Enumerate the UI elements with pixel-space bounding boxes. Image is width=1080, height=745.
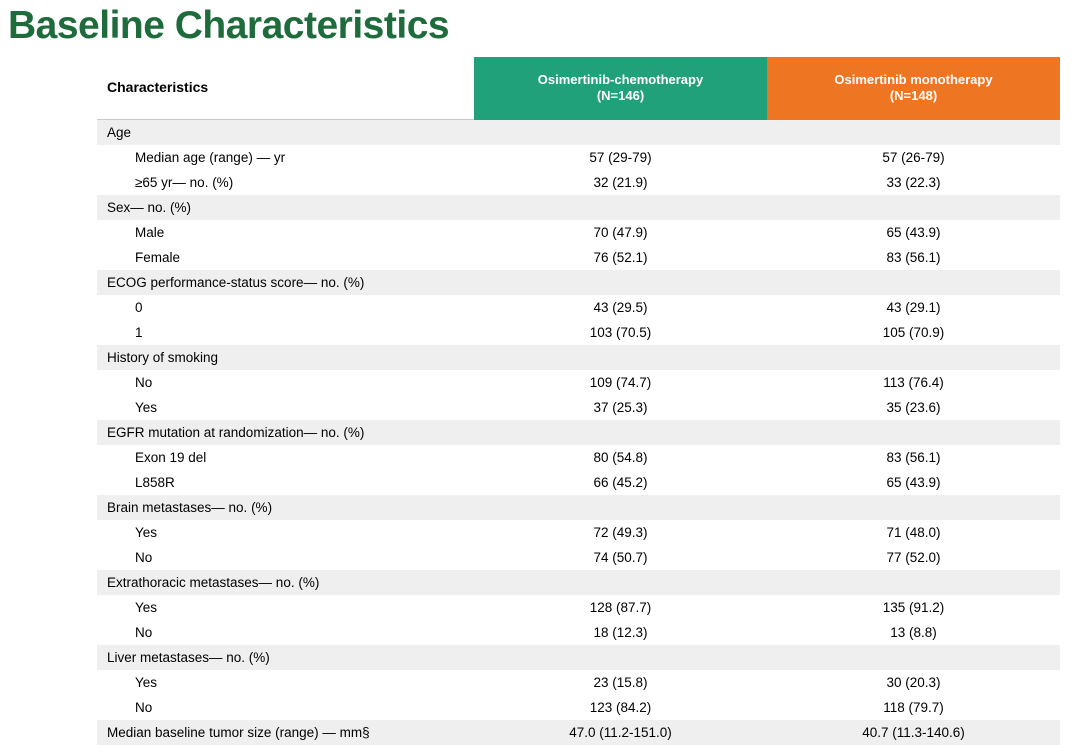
cell-arm-1 xyxy=(474,120,767,146)
row-group-label: Brain metastases— no. (%) xyxy=(97,495,474,520)
table-row xyxy=(97,170,1060,195)
table-body xyxy=(97,120,1060,745)
cell-arm-2 xyxy=(767,195,1060,220)
table-row xyxy=(97,370,1060,395)
cell-arm-2: 13 (8.8) xyxy=(767,620,1060,645)
cell-arm-1: 76 (52.1) xyxy=(474,245,767,270)
cell-arm-1: 109 (74.7) xyxy=(474,370,767,395)
cell-arm-1: 70 (47.9) xyxy=(474,220,767,245)
table-row xyxy=(97,220,1060,245)
row-item-label: Yes xyxy=(97,595,474,620)
cell-arm-2: 77 (52.0) xyxy=(767,545,1060,570)
cell-arm-1 xyxy=(474,345,767,370)
cell-arm-2: 83 (56.1) xyxy=(767,445,1060,470)
cell-arm-1: 66 (45.2) xyxy=(474,470,767,495)
table-row xyxy=(97,495,1060,520)
table-row xyxy=(97,670,1060,695)
row-item-label: Male xyxy=(97,220,474,245)
table-row xyxy=(97,520,1060,545)
row-group-label: Age xyxy=(97,120,474,146)
row-item-label: 1 xyxy=(97,320,474,345)
table-row xyxy=(97,470,1060,495)
row-item-label: Median age (range) — yr xyxy=(97,145,474,170)
row-item-label: L858R xyxy=(97,470,474,495)
cell-arm-1: 80 (54.8) xyxy=(474,445,767,470)
cell-arm-1: 123 (84.2) xyxy=(474,695,767,720)
cell-arm-2 xyxy=(767,570,1060,595)
row-group-label: EGFR mutation at randomization— no. (%) xyxy=(97,420,474,445)
row-item-label: Yes xyxy=(97,520,474,545)
cell-arm-1: 72 (49.3) xyxy=(474,520,767,545)
table-row xyxy=(97,295,1060,320)
cell-arm-2 xyxy=(767,495,1060,520)
column-header-characteristics: Characteristics xyxy=(97,57,474,120)
cell-arm-2: 105 (70.9) xyxy=(767,320,1060,345)
column-header-arm-2 xyxy=(767,57,1060,120)
row-item-label: No xyxy=(97,695,474,720)
cell-arm-2: 65 (43.9) xyxy=(767,220,1060,245)
table-header-row xyxy=(97,57,1060,120)
table-row xyxy=(97,395,1060,420)
cell-arm-1: 57 (29-79) xyxy=(474,145,767,170)
cell-arm-1: 43 (29.5) xyxy=(474,295,767,320)
column-header-arm-2-n: (N=148) xyxy=(773,88,1054,104)
row-group-label: History of smoking xyxy=(97,345,474,370)
row-item-label: Yes xyxy=(97,670,474,695)
cell-arm-1: 37 (25.3) xyxy=(474,395,767,420)
cell-arm-2: 40.7 (11.3-140.6) xyxy=(767,720,1060,745)
table xyxy=(97,57,1060,745)
cell-arm-2 xyxy=(767,420,1060,445)
column-header-arm-1-label: Osimertinib-chemotherapy xyxy=(538,72,703,87)
table-row xyxy=(97,195,1060,220)
table-row xyxy=(97,120,1060,146)
cell-arm-1: 18 (12.3) xyxy=(474,620,767,645)
cell-arm-1 xyxy=(474,270,767,295)
row-group-label: Sex— no. (%) xyxy=(97,195,474,220)
row-group-label: Liver metastases— no. (%) xyxy=(97,645,474,670)
baseline-characteristics-table xyxy=(97,57,1060,745)
cell-arm-1 xyxy=(474,195,767,220)
cell-arm-2: 57 (26-79) xyxy=(767,145,1060,170)
row-item-label: Yes xyxy=(97,395,474,420)
cell-arm-1: 74 (50.7) xyxy=(474,545,767,570)
table-row xyxy=(97,320,1060,345)
table-row xyxy=(97,570,1060,595)
cell-arm-2 xyxy=(767,345,1060,370)
cell-arm-1 xyxy=(474,495,767,520)
cell-arm-2: 33 (22.3) xyxy=(767,170,1060,195)
cell-arm-1: 128 (87.7) xyxy=(474,595,767,620)
column-header-arm-1-n: (N=146) xyxy=(480,88,761,104)
row-item-label: Exon 19 del xyxy=(97,445,474,470)
row-item-label: Female xyxy=(97,245,474,270)
cell-arm-2 xyxy=(767,645,1060,670)
cell-arm-1 xyxy=(474,570,767,595)
cell-arm-1 xyxy=(474,645,767,670)
cell-arm-1 xyxy=(474,420,767,445)
table-head xyxy=(97,57,1060,120)
page-title: Baseline Characteristics xyxy=(8,6,449,47)
column-header-arm-1 xyxy=(474,57,767,120)
table-row xyxy=(97,270,1060,295)
row-item-label: No xyxy=(97,620,474,645)
table-row xyxy=(97,545,1060,570)
cell-arm-2: 65 (43.9) xyxy=(767,470,1060,495)
row-item-label: ≥65 yr— no. (%) xyxy=(97,170,474,195)
cell-arm-2: 118 (79.7) xyxy=(767,695,1060,720)
table-row xyxy=(97,595,1060,620)
cell-arm-1: 47.0 (11.2-151.0) xyxy=(474,720,767,745)
cell-arm-1: 32 (21.9) xyxy=(474,170,767,195)
table-row xyxy=(97,445,1060,470)
cell-arm-2: 35 (23.6) xyxy=(767,395,1060,420)
row-group-label: Median baseline tumor size (range) — mm§ xyxy=(97,720,474,745)
row-item-label: 0 xyxy=(97,295,474,320)
cell-arm-1: 23 (15.8) xyxy=(474,670,767,695)
cell-arm-2: 113 (76.4) xyxy=(767,370,1060,395)
row-group-label: ECOG performance-status score— no. (%) xyxy=(97,270,474,295)
row-item-label: No xyxy=(97,545,474,570)
cell-arm-2: 30 (20.3) xyxy=(767,670,1060,695)
table-row xyxy=(97,420,1060,445)
column-header-arm-2-label: Osimertinib monotherapy xyxy=(834,72,992,87)
cell-arm-2: 43 (29.1) xyxy=(767,295,1060,320)
cell-arm-2: 83 (56.1) xyxy=(767,245,1060,270)
table-row xyxy=(97,645,1060,670)
cell-arm-1: 103 (70.5) xyxy=(474,320,767,345)
table-row xyxy=(97,145,1060,170)
table-row xyxy=(97,345,1060,370)
row-group-label: Extrathoracic metastases— no. (%) xyxy=(97,570,474,595)
table-row xyxy=(97,245,1060,270)
cell-arm-2: 71 (48.0) xyxy=(767,520,1060,545)
cell-arm-2 xyxy=(767,120,1060,146)
cell-arm-2 xyxy=(767,270,1060,295)
row-item-label: No xyxy=(97,370,474,395)
table-row xyxy=(97,620,1060,645)
table-row xyxy=(97,720,1060,745)
cell-arm-2: 135 (91.2) xyxy=(767,595,1060,620)
table-row xyxy=(97,695,1060,720)
